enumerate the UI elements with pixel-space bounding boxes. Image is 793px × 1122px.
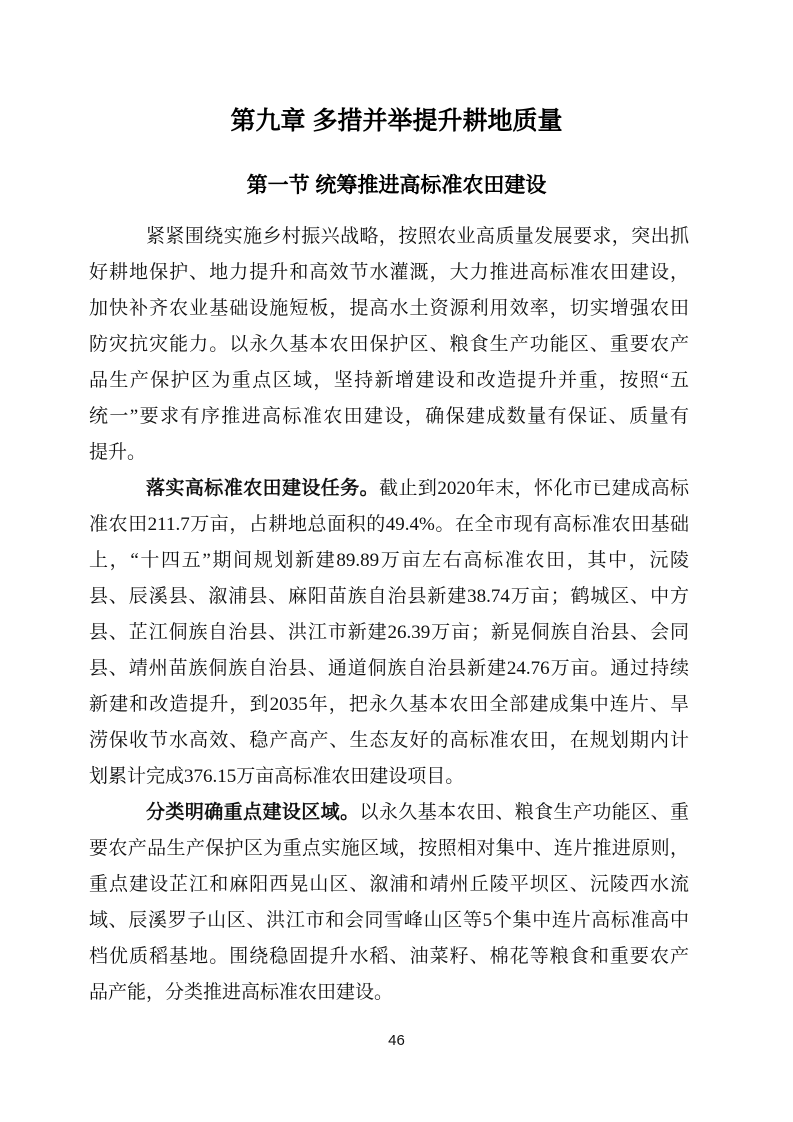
body-line: 县、芷江侗族自治县、洪江市新建26.39万亩；新晃侗族自治县、会同 (89, 622, 689, 643)
paragraph-overview (89, 219, 689, 471)
chapter-title: 第九章 多措并举提升耕地质量 (230, 107, 563, 135)
body-line: 品产能，分类推进高标准农田建设。 (89, 982, 394, 1003)
body-line: 好耕地保护、地力提升和高效节水灌溉，大力推进高标准农田建设， (89, 262, 689, 283)
body-line: 新建和改造提升，到2035年，把永久基本农田全部建成集中连片、旱 (89, 694, 689, 715)
body-line: 划累计完成376.15万亩高标准农田建设项目。 (89, 766, 465, 787)
paragraph-lead-bold: 分类明确重点建设区域。 (146, 802, 360, 823)
body-line: 统一”要求有序推进高标准农田建设，确保建成数量有保证、质量有 (89, 406, 689, 427)
body-line: 加快补齐农业基础设施短板，提高水土资源利用效率，切实增强农田 (89, 298, 689, 319)
body-line: 档优质稻基地。围绕稳固提升水稻、油菜籽、棉花等粮食和重要农产 (89, 946, 689, 967)
page-number: 46 (388, 1032, 405, 1049)
body-line: 要农产品生产保护区为重点实施区域，按照相对集中、连片推进原则， (89, 838, 689, 859)
body-line: 涝保收节水高效、稳产高产、生态友好的高标准农田，在规划期内计 (89, 730, 689, 751)
body-line (89, 795, 689, 831)
body-line: 域、辰溪罗子山区、洪江市和会同雪峰山区等5个集中连片高标准高中 (89, 910, 689, 931)
paragraph-lead-rest: 以永久基本农田、粮食生产功能区、重 (359, 802, 689, 823)
paragraph-task (89, 471, 689, 795)
body-line: 防灾抗灾能力。以永久基本农田保护区、粮食生产功能区、重要农产 (89, 334, 689, 355)
body-text (89, 219, 689, 1011)
body-line: 品生产保护区为重点区域，坚持新增建设和改造提升并重，按照“五 (89, 370, 689, 391)
body-line: 县、辰溪县、溆浦县、麻阳苗族自治县新建38.74万亩；鹤城区、中方 (89, 586, 689, 607)
body-line: 紧紧围绕实施乡村振兴战略，按照农业高质量发展要求，突出抓 (146, 226, 689, 247)
paragraph-lead-rest: 截止到2020年末，怀化市已建成高标 (379, 478, 689, 499)
body-line: 上，“十四五”期间规划新建89.89万亩左右高标准农田，其中，沅陵 (89, 550, 689, 571)
body-line: 县、靖州苗族侗族自治县、通道侗族自治县新建24.76万亩。通过持续 (89, 658, 689, 679)
body-line: 重点建设芷江和麻阳西晃山区、溆浦和靖州丘陵平坝区、沅陵西水流 (89, 874, 689, 895)
body-line (89, 471, 689, 507)
paragraph-regions (89, 795, 689, 1011)
body-line: 准农田211.7万亩，占耕地总面积的49.4%。在全市现有高标准农田基础 (89, 514, 689, 535)
paragraph-lead-bold: 落实高标准农田建设任务。 (146, 478, 380, 499)
section-title: 第一节 统筹推进高标准农田建设 (246, 174, 547, 197)
body-line: 提升。 (89, 442, 147, 463)
